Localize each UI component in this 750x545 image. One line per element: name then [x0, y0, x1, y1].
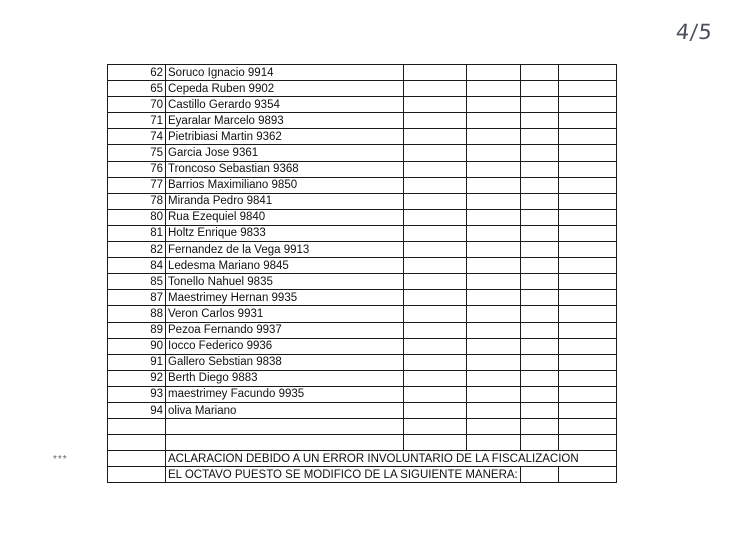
empty-cell	[520, 386, 558, 402]
participant-name: Gallero Sebstian 9838	[166, 354, 404, 370]
empty-cell	[520, 274, 558, 290]
empty-cell	[558, 402, 616, 418]
row-number: 70	[108, 97, 166, 113]
empty-cell	[558, 225, 616, 241]
table-row	[108, 193, 617, 209]
participant-name: Pietribiasi Martin 9362	[166, 129, 404, 145]
table-row	[108, 225, 617, 241]
participant-name: Rua Ezequiel 9840	[166, 209, 404, 225]
row-number: 93	[108, 386, 166, 402]
participant-name: Eyaralar Marcelo 9893	[166, 113, 404, 129]
empty-cell	[108, 451, 166, 467]
empty-cell	[403, 258, 466, 274]
empty-cell	[466, 177, 520, 193]
empty-cell	[108, 467, 166, 483]
empty-cell	[403, 322, 466, 338]
empty-cell	[520, 113, 558, 129]
participant-name: maestrimey Facundo 9935	[166, 386, 404, 402]
row-number: 62	[108, 65, 166, 81]
row-number: 75	[108, 145, 166, 161]
row-number: 65	[108, 81, 166, 97]
empty-cell	[466, 193, 520, 209]
participant-name: Berth Diego 9883	[166, 370, 404, 386]
table-row	[108, 97, 617, 113]
empty-cell	[520, 129, 558, 145]
empty-cell	[520, 145, 558, 161]
row-number: 87	[108, 290, 166, 306]
row-number: 76	[108, 161, 166, 177]
table-row	[108, 322, 617, 338]
empty-cell	[558, 129, 616, 145]
row-number: 71	[108, 113, 166, 129]
participant-name: Pezoa Fernando 9937	[166, 322, 404, 338]
empty-cell	[558, 419, 616, 435]
empty-cell	[403, 242, 466, 258]
empty-cell	[403, 145, 466, 161]
row-number: 92	[108, 370, 166, 386]
table-row	[108, 274, 617, 290]
modification-note: EL OCTAVO PUESTO SE MODIFICO DE LA SIGUIENTE MANERA:	[166, 467, 521, 483]
empty-cell	[466, 209, 520, 225]
empty-cell	[403, 177, 466, 193]
table-row	[108, 161, 617, 177]
empty-cell	[558, 370, 616, 386]
empty-cell	[558, 145, 616, 161]
empty-cell	[558, 290, 616, 306]
empty-cell	[520, 370, 558, 386]
empty-cell	[403, 354, 466, 370]
empty-cell	[403, 81, 466, 97]
empty-cell	[403, 370, 466, 386]
row-number: 94	[108, 402, 166, 418]
empty-cell	[520, 435, 558, 451]
empty-cell	[403, 274, 466, 290]
row-number: 77	[108, 177, 166, 193]
table-row	[108, 65, 617, 81]
participant-name: Castillo Gerardo 9354	[166, 97, 404, 113]
row-number	[108, 435, 166, 451]
empty-cell	[403, 65, 466, 81]
empty-cell	[558, 81, 616, 97]
empty-cell	[558, 274, 616, 290]
empty-cell	[558, 354, 616, 370]
table-row	[108, 370, 617, 386]
empty-cell	[558, 467, 616, 483]
empty-cell	[520, 258, 558, 274]
empty-cell	[520, 306, 558, 322]
empty-cell	[403, 209, 466, 225]
empty-cell	[558, 177, 616, 193]
row-number: 90	[108, 338, 166, 354]
row-number: 82	[108, 242, 166, 258]
table-row	[108, 258, 617, 274]
empty-cell	[466, 322, 520, 338]
row-number: 81	[108, 225, 166, 241]
margin-mark: ***	[53, 454, 68, 465]
empty-cell	[520, 419, 558, 435]
empty-cell	[403, 193, 466, 209]
participant-name: oliva Mariano	[166, 402, 404, 418]
empty-cell	[403, 386, 466, 402]
empty-cell	[466, 81, 520, 97]
empty-cell	[558, 258, 616, 274]
empty-cell	[558, 65, 616, 81]
empty-cell	[466, 113, 520, 129]
participant-name: Veron Carlos 9931	[166, 306, 404, 322]
empty-cell	[466, 419, 520, 435]
empty-cell	[558, 322, 616, 338]
empty-cell	[520, 402, 558, 418]
empty-cell	[520, 467, 558, 483]
empty-cell	[520, 65, 558, 81]
empty-cell	[403, 290, 466, 306]
participant-name	[166, 435, 404, 451]
empty-cell	[520, 322, 558, 338]
note-row	[108, 451, 617, 467]
table-row	[108, 386, 617, 402]
row-number: 91	[108, 354, 166, 370]
row-number: 78	[108, 193, 166, 209]
empty-cell	[403, 225, 466, 241]
empty-cell	[520, 81, 558, 97]
participant-name: Fernandez de la Vega 9913	[166, 242, 404, 258]
empty-cell	[466, 65, 520, 81]
empty-cell	[466, 258, 520, 274]
empty-cell	[466, 386, 520, 402]
table-row	[108, 145, 617, 161]
table-row	[108, 402, 617, 418]
empty-cell	[558, 435, 616, 451]
table-row	[108, 209, 617, 225]
participant-name: Maestrimey Hernan 9935	[166, 290, 404, 306]
empty-cell	[558, 209, 616, 225]
table-row	[108, 435, 617, 451]
empty-cell	[466, 290, 520, 306]
table-row	[108, 306, 617, 322]
empty-cell	[520, 290, 558, 306]
empty-cell	[558, 97, 616, 113]
participant-name: Iocco Federico 9936	[166, 338, 404, 354]
empty-cell	[520, 338, 558, 354]
row-number: 74	[108, 129, 166, 145]
empty-cell	[520, 225, 558, 241]
empty-cell	[466, 402, 520, 418]
empty-cell	[403, 113, 466, 129]
empty-cell	[403, 129, 466, 145]
participant-name: Cepeda Ruben 9902	[166, 81, 404, 97]
participant-name: Tonello Nahuel 9835	[166, 274, 404, 290]
empty-cell	[403, 306, 466, 322]
empty-cell	[520, 193, 558, 209]
empty-cell	[466, 161, 520, 177]
empty-cell	[558, 193, 616, 209]
note-row	[108, 467, 617, 483]
table-row	[108, 338, 617, 354]
empty-cell	[466, 370, 520, 386]
results-table-body	[108, 65, 617, 483]
empty-cell	[403, 338, 466, 354]
table-row	[108, 113, 617, 129]
participant-name: Miranda Pedro 9841	[166, 193, 404, 209]
empty-cell	[558, 113, 616, 129]
table-row	[108, 290, 617, 306]
participant-name: Holtz Enrique 9833	[166, 225, 404, 241]
table-row	[108, 177, 617, 193]
empty-cell	[466, 274, 520, 290]
empty-cell	[466, 354, 520, 370]
table-row	[108, 242, 617, 258]
empty-cell	[520, 242, 558, 258]
empty-cell	[558, 161, 616, 177]
participant-name: Garcia Jose 9361	[166, 145, 404, 161]
empty-cell	[558, 306, 616, 322]
empty-cell	[466, 97, 520, 113]
page-number: 4/5	[674, 20, 715, 44]
row-number: 80	[108, 209, 166, 225]
participant-name	[166, 419, 404, 435]
empty-cell	[520, 97, 558, 113]
empty-cell	[403, 435, 466, 451]
empty-cell	[558, 386, 616, 402]
empty-cell	[403, 419, 466, 435]
empty-cell	[466, 129, 520, 145]
table-row	[108, 129, 617, 145]
table-row	[108, 419, 617, 435]
table-row	[108, 354, 617, 370]
empty-cell	[558, 338, 616, 354]
participant-name: Soruco Ignacio 9914	[166, 65, 404, 81]
participant-name: Ledesma Mariano 9845	[166, 258, 404, 274]
empty-cell	[558, 242, 616, 258]
empty-cell	[403, 402, 466, 418]
empty-cell	[466, 435, 520, 451]
empty-cell	[466, 225, 520, 241]
empty-cell	[403, 161, 466, 177]
row-number: 89	[108, 322, 166, 338]
empty-cell	[520, 354, 558, 370]
empty-cell	[466, 145, 520, 161]
results-table	[107, 64, 617, 483]
empty-cell	[520, 209, 558, 225]
empty-cell	[403, 97, 466, 113]
empty-cell	[466, 338, 520, 354]
row-number: 88	[108, 306, 166, 322]
empty-cell	[466, 242, 520, 258]
empty-cell	[520, 161, 558, 177]
row-number: 84	[108, 258, 166, 274]
table-row	[108, 81, 617, 97]
empty-cell	[466, 306, 520, 322]
row-number: 85	[108, 274, 166, 290]
participant-name: Troncoso Sebastian 9368	[166, 161, 404, 177]
row-number	[108, 419, 166, 435]
empty-cell	[520, 177, 558, 193]
participant-name: Barrios Maximiliano 9850	[166, 177, 404, 193]
clarification-note: ACLARACION DEBIDO A UN ERROR INVOLUNTARIO DE LA FISCALIZACION	[166, 451, 617, 467]
